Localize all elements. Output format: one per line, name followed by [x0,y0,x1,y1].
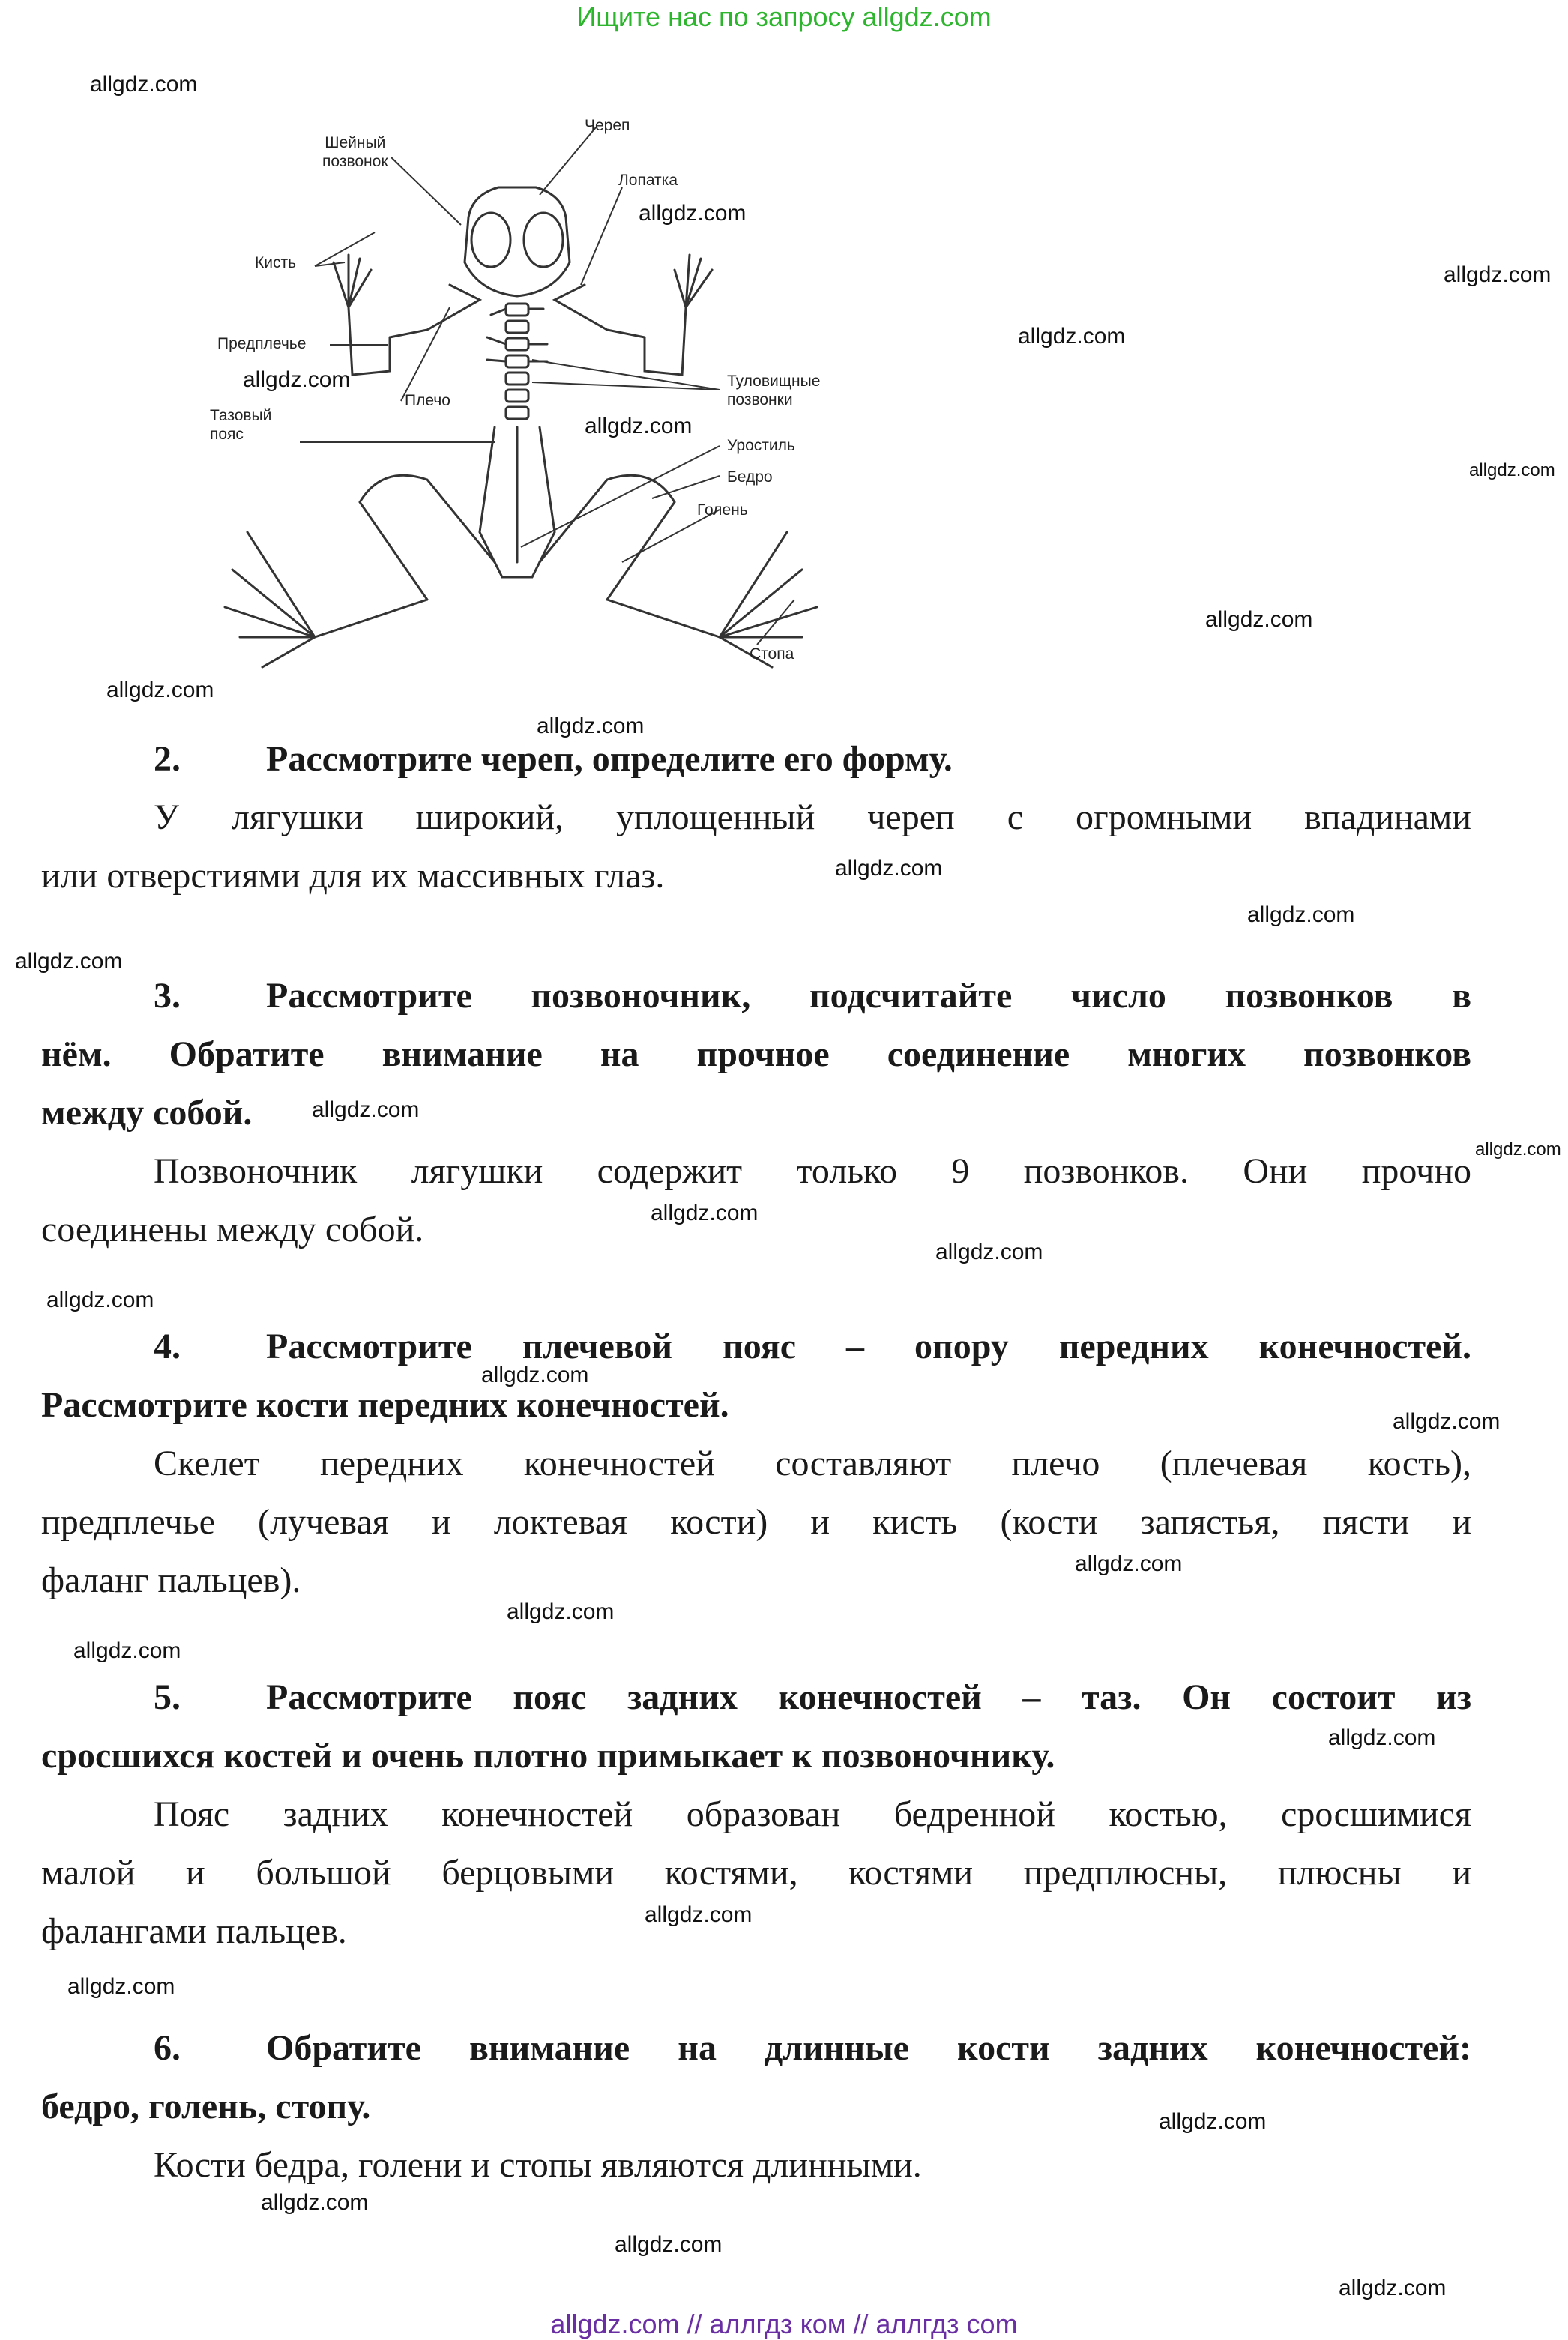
label-forearm: Предплечье [217,335,307,352]
question-4-line2: Рассмотрите кости передних конечностей. [41,1385,729,1425]
question-2-number: 2. [154,739,181,779]
watermark: allgdz.com [1393,1409,1501,1434]
label-neck-vertebra [322,133,388,171]
watermark: allgdz.com [507,1599,615,1624]
question-3-text: Рассмотрите позвоночник, подсчитайте число позвонков в [266,976,1471,1016]
answer-2-line1: У лягушки широкий, уплощенный череп с огромными впадинами [154,797,1471,837]
watermark: allgdz.com [645,1902,753,1927]
answer-4-line2: предплечье (лучевая и локтевая кости) и кисть (кости запястья, пясти и [41,1502,1471,1542]
watermark: allgdz.com [261,2190,369,2215]
question-6-text: Обратите внимание на длинные кости задних конечностей: [266,2028,1471,2068]
label-trunk-vertebrae-line2: позвонки [727,391,793,408]
question-5-line2: сросшихся костей и очень плотно примыкает к позвоночнику. [41,1736,1055,1776]
watermark: allgdz.com [481,1363,589,1387]
watermark: allgdz.com [46,1288,154,1312]
section-5 [41,1668,1471,1961]
watermark: allgdz.com [1475,1139,1561,1160]
question-3-line2: нём. Обратите внимание на прочное соединение многих позвонков [41,1034,1471,1074]
question-2 [41,730,1471,788]
watermark: allgdz.com [1205,607,1313,632]
question-4-text: Рассмотрите плечевой пояс – опору передних конечностей. [266,1327,1471,1366]
watermark: allgdz.com [835,856,943,881]
bottom-links[interactable]: allgdz.com // аллгдз ком // аллгдз com [550,2309,1018,2339]
label-pelvic-girdle-line2: пояс [210,426,244,443]
answer-2-line2: или отверстиями для их массивных глаз. [41,856,665,896]
watermark: allgdz.com [1444,262,1552,287]
label-foot: Стопа [750,645,794,663]
frog-skeleton-diagram [202,112,862,682]
answer-5-line1: Пояс задних конечностей образован бедренной костью, сросшимися [154,1794,1471,1834]
answer-3-line1: Позвоночник лягушки содержит только 9 позвонков. Они прочно [154,1151,1471,1191]
answer-3-line2: соединены между собой. [41,1210,424,1249]
top-banner[interactable]: Ищите нас по запросу allgdz.com [576,1,992,32]
answer-4-line1: Скелет передних конечностей составляют плечо (плечевая кость), [154,1444,1471,1483]
question-3-line3: между собой. [41,1093,253,1133]
watermark: allgdz.com [90,72,198,97]
watermark: allgdz.com [651,1201,759,1225]
watermark: allgdz.com [15,949,123,974]
watermark: allgdz.com [537,714,645,738]
watermark: allgdz.com [1339,2276,1447,2300]
label-pelvic-girdle [210,406,271,444]
question-3-line1 [41,967,1471,1025]
watermark: allgdz.com [1018,324,1126,349]
label-shin: Голень [697,501,748,519]
label-femur: Бедро [727,468,773,486]
question-5-text: Рассмотрите пояс задних конечностей – таз. Он состоит из [266,1677,1471,1717]
question-5-number: 5. [154,1677,181,1717]
question-6-number: 6. [154,2028,181,2068]
question-4-number: 4. [154,1327,181,1366]
question-6-line1 [41,2019,1471,2078]
label-pelvic-girdle-line1: Тазовый [210,407,272,424]
watermark: allgdz.com [615,2232,723,2257]
watermark: allgdz.com [1247,902,1355,927]
section-4 [41,1318,1471,1610]
watermark: allgdz.com [73,1638,181,1663]
question-2-text: Рассмотрите череп, определите его форму. [266,739,953,779]
answer-5-line2: малой и большой берцовыми костями, костями предплюсны, плюсны и [41,1853,1471,1893]
label-neck-vertebra-line2: позвонок [322,153,388,170]
label-trunk-vertebrae-line1: Туловищные [727,373,821,390]
watermark: allgdz.com [1328,1725,1436,1750]
label-skull: Череп [585,117,630,134]
question-5-line1 [41,1668,1471,1727]
watermark: allgdz.com [67,1974,175,1999]
question-4-line1 [41,1318,1471,1376]
watermark: allgdz.com [1469,460,1555,480]
watermark: allgdz.com [935,1240,1043,1264]
watermark: allgdz.com [1159,2109,1267,2134]
watermark: allgdz.com [243,367,351,392]
question-6-line2: бедро, голень, стопу. [41,2087,371,2126]
answer-6-line1: Кости бедра, голени и стопы являются длинными. [154,2145,922,2185]
label-neck-vertebra-line1: Шейный [325,134,386,151]
label-trunk-vertebrae [727,372,820,409]
label-scapula: Лопатка [618,172,678,189]
watermark: allgdz.com [312,1097,420,1122]
section-6 [41,2019,1471,2195]
watermark: allgdz.com [106,678,214,702]
watermark: allgdz.com [585,414,693,438]
watermark: allgdz.com [639,201,747,226]
label-hand: Кисть [255,254,297,271]
watermark: allgdz.com [1075,1552,1183,1576]
answer-5-line3: фалангами пальцев. [41,1911,347,1951]
section-2 [41,730,1471,905]
question-3-number: 3. [154,976,181,1016]
label-shoulder: Плечо [405,392,450,409]
answer-4-line3: фаланг пальцев). [41,1560,301,1600]
label-urostyle: Уростиль [727,437,795,454]
